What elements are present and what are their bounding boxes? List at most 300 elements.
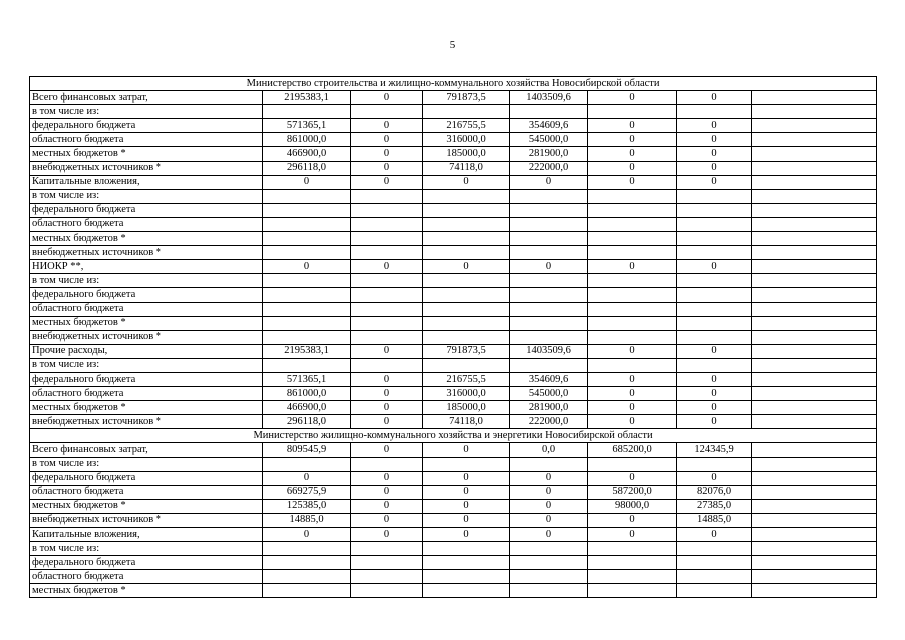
value-cell (423, 274, 510, 288)
value-cell: 0 (351, 372, 423, 386)
value-cell: 0 (588, 401, 677, 415)
value-cell (423, 302, 510, 316)
value-cell (263, 217, 351, 231)
value-cell: 0 (510, 471, 588, 485)
value-cell (677, 457, 752, 471)
row-label: федерального бюджета (30, 471, 263, 485)
page-number: 5 (449, 39, 456, 51)
value-cell (752, 471, 877, 485)
value-cell: 571365,1 (263, 119, 351, 133)
value-cell (752, 415, 877, 429)
value-cell: 466900,0 (263, 147, 351, 161)
value-cell (752, 260, 877, 274)
value-cell (588, 189, 677, 203)
section-header-row (30, 77, 877, 91)
value-cell (423, 232, 510, 246)
value-cell (752, 513, 877, 527)
value-cell (588, 105, 677, 119)
value-cell (677, 330, 752, 344)
value-cell (510, 217, 588, 231)
value-cell: 0 (677, 260, 752, 274)
value-cell (510, 274, 588, 288)
value-cell: 0 (351, 161, 423, 175)
value-cell: 0 (423, 513, 510, 527)
value-cell (752, 175, 877, 189)
section-title: Министерство строительства и жилищно-коммунального хозяйства Новосибирской области (30, 77, 877, 91)
value-cell (677, 316, 752, 330)
table-row (30, 119, 877, 133)
table-row (30, 91, 877, 105)
value-cell: 0 (510, 175, 588, 189)
value-cell: 0 (588, 344, 677, 358)
value-cell (263, 105, 351, 119)
value-cell (351, 246, 423, 260)
value-cell (588, 217, 677, 231)
table-row (30, 133, 877, 147)
value-cell: 0 (588, 513, 677, 527)
value-cell (351, 302, 423, 316)
value-cell: 0 (677, 175, 752, 189)
value-cell (510, 330, 588, 344)
value-cell (263, 274, 351, 288)
row-label: местных бюджетов * (30, 232, 263, 246)
value-cell (752, 457, 877, 471)
value-cell: 0 (351, 485, 423, 499)
table-row (30, 344, 877, 358)
value-cell: 0 (351, 119, 423, 133)
section-header-row (30, 429, 877, 443)
value-cell: 0 (423, 485, 510, 499)
value-cell: 0 (423, 260, 510, 274)
value-cell (423, 542, 510, 556)
value-cell: 0 (351, 471, 423, 485)
value-cell: 669275,9 (263, 485, 351, 499)
value-cell: 0 (677, 119, 752, 133)
value-cell (510, 105, 588, 119)
value-cell (752, 387, 877, 401)
value-cell (510, 232, 588, 246)
value-cell: 2195383,1 (263, 344, 351, 358)
value-cell (263, 570, 351, 584)
value-cell (263, 316, 351, 330)
value-cell: 0 (423, 499, 510, 513)
value-cell (752, 556, 877, 570)
value-cell (752, 232, 877, 246)
value-cell: 0 (351, 415, 423, 429)
value-cell (588, 584, 677, 598)
value-cell (263, 542, 351, 556)
value-cell (351, 105, 423, 119)
value-cell (752, 246, 877, 260)
value-cell (263, 358, 351, 372)
table-row (30, 105, 877, 119)
value-cell: 0 (510, 528, 588, 542)
value-cell (752, 203, 877, 217)
value-cell: 0 (677, 415, 752, 429)
value-cell: 0 (588, 147, 677, 161)
value-cell (263, 288, 351, 302)
table-row (30, 260, 877, 274)
value-cell (423, 217, 510, 231)
value-cell: 791873,5 (423, 91, 510, 105)
value-cell (351, 358, 423, 372)
value-cell (677, 189, 752, 203)
value-cell: 14885,0 (263, 513, 351, 527)
value-cell (752, 485, 877, 499)
value-cell: 1403509,6 (510, 91, 588, 105)
value-cell: 0 (677, 528, 752, 542)
value-cell (510, 542, 588, 556)
row-label: в том числе из: (30, 457, 263, 471)
value-cell: 0 (677, 91, 752, 105)
row-label: областного бюджета (30, 133, 263, 147)
table-row (30, 499, 877, 513)
value-cell: 82076,0 (677, 485, 752, 499)
value-cell (752, 330, 877, 344)
row-label: Капитальные вложения, (30, 528, 263, 542)
value-cell: 0 (351, 344, 423, 358)
value-cell (752, 443, 877, 457)
value-cell: 0 (677, 471, 752, 485)
value-cell: 0 (588, 119, 677, 133)
value-cell: 0 (510, 260, 588, 274)
value-cell: 27385,0 (677, 499, 752, 513)
value-cell (263, 302, 351, 316)
value-cell: 0 (588, 161, 677, 175)
row-label: внебюджетных источников * (30, 330, 263, 344)
value-cell (510, 246, 588, 260)
value-cell (351, 584, 423, 598)
section-title: Министерство жилищно-коммунального хозяйства и энергетики Новосибирской области (30, 429, 877, 443)
row-label: местных бюджетов * (30, 584, 263, 598)
value-cell: 0 (677, 344, 752, 358)
table-row (30, 542, 877, 556)
value-cell (351, 556, 423, 570)
value-cell: 0 (588, 133, 677, 147)
value-cell (423, 189, 510, 203)
value-cell: 74118,0 (423, 415, 510, 429)
value-cell (423, 570, 510, 584)
row-label: в том числе из: (30, 105, 263, 119)
value-cell: 0 (588, 260, 677, 274)
table-row (30, 302, 877, 316)
value-cell: 0 (423, 528, 510, 542)
value-cell (351, 542, 423, 556)
table-row (30, 288, 877, 302)
value-cell: 0 (510, 513, 588, 527)
value-cell: 98000,0 (588, 499, 677, 513)
value-cell: 0 (510, 499, 588, 513)
value-cell: 0 (351, 175, 423, 189)
value-cell (588, 246, 677, 260)
value-cell: 14885,0 (677, 513, 752, 527)
value-cell: 0 (588, 372, 677, 386)
value-cell: 316000,0 (423, 133, 510, 147)
value-cell (510, 584, 588, 598)
value-cell: 0 (351, 91, 423, 105)
value-cell: 0 (588, 387, 677, 401)
value-cell: 354609,6 (510, 372, 588, 386)
value-cell (263, 457, 351, 471)
value-cell (752, 274, 877, 288)
table-row (30, 401, 877, 415)
value-cell: 0 (677, 147, 752, 161)
table-row (30, 330, 877, 344)
value-cell (588, 203, 677, 217)
value-cell: 0 (351, 133, 423, 147)
value-cell (263, 584, 351, 598)
table-row (30, 175, 877, 189)
value-cell (351, 217, 423, 231)
table-row (30, 528, 877, 542)
row-label: местных бюджетов * (30, 401, 263, 415)
value-cell: 0 (588, 175, 677, 189)
value-cell (752, 542, 877, 556)
table-row (30, 246, 877, 260)
table-body (30, 77, 877, 598)
value-cell: 185000,0 (423, 401, 510, 415)
value-cell: 124345,9 (677, 443, 752, 457)
table-row (30, 387, 877, 401)
value-cell (423, 288, 510, 302)
value-cell (752, 119, 877, 133)
table-row (30, 372, 877, 386)
value-cell (351, 203, 423, 217)
value-cell (423, 203, 510, 217)
value-cell (752, 570, 877, 584)
value-cell: 587200,0 (588, 485, 677, 499)
value-cell (588, 542, 677, 556)
value-cell (510, 358, 588, 372)
value-cell (263, 232, 351, 246)
value-cell (752, 105, 877, 119)
value-cell: 0 (351, 499, 423, 513)
value-cell: 0 (423, 471, 510, 485)
table-row (30, 584, 877, 598)
value-cell: 0 (677, 161, 752, 175)
value-cell (752, 358, 877, 372)
value-cell (677, 203, 752, 217)
table-row (30, 457, 877, 471)
row-label: Всего финансовых затрат, (30, 443, 263, 457)
value-cell: 466900,0 (263, 401, 351, 415)
value-cell (588, 556, 677, 570)
row-label: местных бюджетов * (30, 499, 263, 513)
value-cell: 0 (588, 415, 677, 429)
value-cell (588, 232, 677, 246)
value-cell (677, 358, 752, 372)
table-row (30, 161, 877, 175)
value-cell: 0 (263, 175, 351, 189)
value-cell (752, 499, 877, 513)
row-label: в том числе из: (30, 274, 263, 288)
table-row (30, 232, 877, 246)
value-cell (588, 302, 677, 316)
value-cell (677, 570, 752, 584)
value-cell: 354609,6 (510, 119, 588, 133)
value-cell (510, 203, 588, 217)
value-cell: 222000,0 (510, 415, 588, 429)
value-cell (351, 189, 423, 203)
value-cell (263, 246, 351, 260)
value-cell (423, 556, 510, 570)
value-cell (510, 457, 588, 471)
row-label: Всего финансовых затрат, (30, 91, 263, 105)
value-cell (588, 358, 677, 372)
table-row (30, 316, 877, 330)
value-cell: 0 (677, 133, 752, 147)
table-row (30, 513, 877, 527)
value-cell: 685200,0 (588, 443, 677, 457)
value-cell (677, 542, 752, 556)
value-cell (351, 316, 423, 330)
value-cell (588, 288, 677, 302)
value-cell: 861000,0 (263, 387, 351, 401)
row-label: внебюджетных источников * (30, 513, 263, 527)
value-cell (752, 302, 877, 316)
value-cell: 0 (351, 260, 423, 274)
value-cell (752, 528, 877, 542)
row-label: федерального бюджета (30, 288, 263, 302)
row-label: в том числе из: (30, 358, 263, 372)
value-cell (752, 91, 877, 105)
value-cell (677, 217, 752, 231)
value-cell: 0 (351, 401, 423, 415)
value-cell (423, 330, 510, 344)
value-cell: 0 (423, 443, 510, 457)
value-cell (677, 105, 752, 119)
row-label: внебюджетных источников * (30, 246, 263, 260)
value-cell: 571365,1 (263, 372, 351, 386)
row-label: Капитальные вложения, (30, 175, 263, 189)
value-cell: 791873,5 (423, 344, 510, 358)
value-cell (351, 288, 423, 302)
value-cell (677, 274, 752, 288)
row-label: в том числе из: (30, 189, 263, 203)
value-cell (752, 316, 877, 330)
value-cell (423, 316, 510, 330)
table-row (30, 274, 877, 288)
value-cell: 74118,0 (423, 161, 510, 175)
table-row (30, 203, 877, 217)
value-cell (263, 330, 351, 344)
value-cell (351, 274, 423, 288)
value-cell: 0 (263, 528, 351, 542)
row-label: областного бюджета (30, 217, 263, 231)
value-cell (752, 584, 877, 598)
value-cell: 216755,5 (423, 119, 510, 133)
table-row (30, 443, 877, 457)
value-cell: 861000,0 (263, 133, 351, 147)
value-cell: 0 (263, 471, 351, 485)
value-cell (752, 288, 877, 302)
value-cell (351, 330, 423, 344)
row-label: федерального бюджета (30, 556, 263, 570)
row-label: НИОКР **, (30, 260, 263, 274)
value-cell (752, 217, 877, 231)
table-row (30, 147, 877, 161)
value-cell (752, 344, 877, 358)
value-cell: 2195383,1 (263, 91, 351, 105)
value-cell (752, 161, 877, 175)
value-cell (588, 570, 677, 584)
value-cell (423, 105, 510, 119)
value-cell (423, 584, 510, 598)
value-cell (677, 584, 752, 598)
value-cell (752, 372, 877, 386)
value-cell: 222000,0 (510, 161, 588, 175)
value-cell: 216755,5 (423, 372, 510, 386)
value-cell (423, 457, 510, 471)
value-cell (588, 274, 677, 288)
table-row (30, 570, 877, 584)
row-label: федерального бюджета (30, 372, 263, 386)
value-cell: 0 (423, 175, 510, 189)
value-cell: 809545,9 (263, 443, 351, 457)
value-cell (351, 457, 423, 471)
value-cell: 0 (263, 260, 351, 274)
value-cell: 0 (677, 387, 752, 401)
value-cell (752, 147, 877, 161)
row-label: внебюджетных источников * (30, 161, 263, 175)
value-cell (677, 288, 752, 302)
value-cell (588, 457, 677, 471)
value-cell: 0 (677, 401, 752, 415)
value-cell (588, 316, 677, 330)
value-cell: 545000,0 (510, 133, 588, 147)
value-cell (351, 232, 423, 246)
row-label: в том числе из: (30, 542, 263, 556)
row-label: местных бюджетов * (30, 316, 263, 330)
value-cell (752, 133, 877, 147)
value-cell: 0 (588, 91, 677, 105)
value-cell (423, 358, 510, 372)
value-cell (510, 556, 588, 570)
value-cell: 0 (588, 528, 677, 542)
value-cell: 0 (588, 471, 677, 485)
row-label: Прочие расходы, (30, 344, 263, 358)
value-cell (263, 203, 351, 217)
value-cell: 0 (351, 147, 423, 161)
table-row (30, 471, 877, 485)
value-cell (510, 288, 588, 302)
value-cell: 0 (677, 372, 752, 386)
value-cell: 281900,0 (510, 401, 588, 415)
value-cell: 316000,0 (423, 387, 510, 401)
row-label: областного бюджета (30, 570, 263, 584)
table-row (30, 189, 877, 203)
value-cell: 0 (351, 387, 423, 401)
value-cell: 296118,0 (263, 161, 351, 175)
value-cell: 296118,0 (263, 415, 351, 429)
row-label: федерального бюджета (30, 203, 263, 217)
value-cell (423, 246, 510, 260)
row-label: областного бюджета (30, 387, 263, 401)
value-cell (677, 246, 752, 260)
value-cell: 185000,0 (423, 147, 510, 161)
value-cell (263, 556, 351, 570)
value-cell: 281900,0 (510, 147, 588, 161)
value-cell (677, 302, 752, 316)
value-cell (752, 189, 877, 203)
value-cell: 0 (351, 443, 423, 457)
financing-table (29, 76, 877, 598)
value-cell (510, 316, 588, 330)
value-cell: 0 (351, 528, 423, 542)
value-cell: 545000,0 (510, 387, 588, 401)
table-row (30, 485, 877, 499)
row-label: областного бюджета (30, 302, 263, 316)
